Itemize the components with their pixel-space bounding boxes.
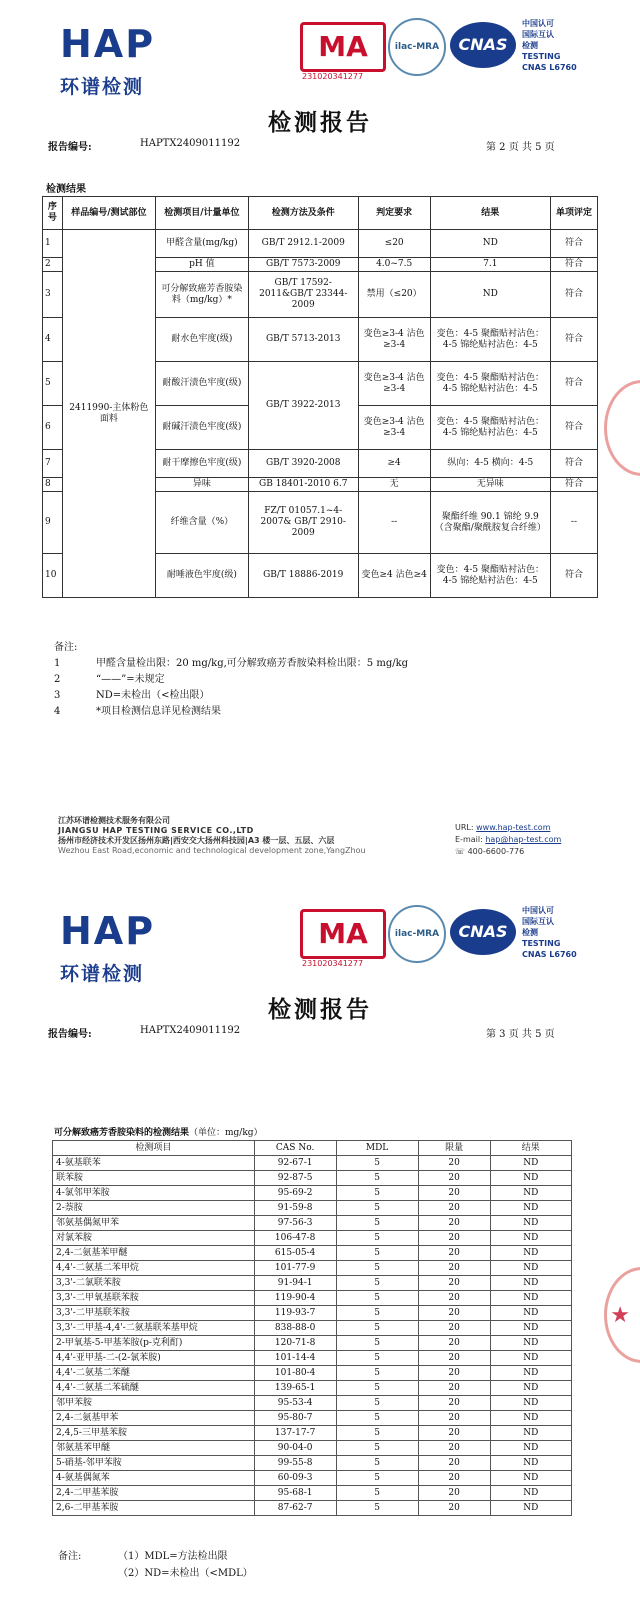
cell-mdl: 5 [336,1246,418,1261]
cell-result: ND [490,1501,571,1516]
cell-limit: 20 [418,1321,490,1336]
table-row [53,1381,572,1396]
cell-item: 3,3'-二甲氧基联苯胺 [53,1291,255,1306]
col-mdl: MDL [336,1141,418,1156]
cnas-line: 中国认可 [522,19,554,28]
cell-item: 2-萘胺 [53,1201,255,1216]
cell-mdl: 5 [336,1351,418,1366]
cell: 6 [43,406,63,450]
report-no-label: 报告编号: [48,142,92,153]
cell-cas: 101-77-9 [254,1261,336,1276]
amine-title-text: 可分解致癌芳香胺染料的检测结果 [54,1128,190,1138]
note-item [54,656,409,672]
col-method: 检测方法及条件 [248,197,358,230]
notes-block [54,640,409,720]
cell-item: 4-氨基偶氮苯 [53,1471,255,1486]
cell: 4 [43,318,63,362]
cell-limit: 20 [418,1486,490,1501]
cell: 符合 [550,272,597,318]
table-header-row [43,197,598,230]
cell: 符合 [550,230,597,258]
cell-mdl: 5 [336,1501,418,1516]
cell: 符合 [550,406,597,450]
cell-limit: 20 [418,1426,490,1441]
cell-mdl: 5 [336,1486,418,1501]
cell-cas: 95-69-2 [254,1186,336,1201]
cell-result: ND [490,1381,571,1396]
cell-cas: 139-65-1 [254,1381,336,1396]
cnas-accreditation-text [522,905,577,960]
table-row [53,1186,572,1201]
cell: 9 [43,492,63,554]
cell-limit: 20 [418,1396,490,1411]
table-row [53,1216,572,1231]
table-row [53,1366,572,1381]
cnas-line: 检测 [522,41,538,50]
cell: ≥4 [358,450,430,478]
table-row [53,1156,572,1171]
cell-mdl: 5 [336,1156,418,1171]
cell-mdl: 5 [336,1291,418,1306]
table-row [53,1426,572,1441]
cell-limit: 20 [418,1366,490,1381]
email-link[interactable]: hap@hap-test.com [485,835,562,844]
cell: GB/T 5713-2013 [248,318,358,362]
note-item [54,672,165,688]
cell: 符合 [550,258,597,272]
cell-limit: 20 [418,1186,490,1201]
notes-title: 备注: [54,642,78,653]
cell: 符合 [550,450,597,478]
cell: 变色≥4 沾色≥4 [358,554,430,598]
cell-limit: 20 [418,1216,490,1231]
cell: 纵向：4-5 横向：4-5 [430,450,550,478]
cell-mdl: 5 [336,1186,418,1201]
cnas-icon: CNAS [450,909,516,955]
certification-marks [300,18,630,88]
ilac-mra-icon: ilac-MRA [388,905,446,963]
cell-cas: 92-87-5 [254,1171,336,1186]
cell-item: 3,3'-二甲基联苯胺 [53,1306,255,1321]
table-row [53,1306,572,1321]
cell: 5 [43,362,63,406]
note-number: 4 [54,706,61,717]
cell-item: 邻甲苯胺 [53,1396,255,1411]
table-row [53,1441,572,1456]
cell: 符合 [550,478,597,492]
cell-limit: 20 [418,1471,490,1486]
cma-number: 231020341277 [302,959,364,968]
cell-cas: 119-93-7 [254,1306,336,1321]
star-stamp-icon: ★ [610,1303,630,1328]
cell: 异味 [155,478,248,492]
cell: GB/T 3922-2013 [248,362,358,450]
cma-mark-icon: MA [300,22,386,72]
cell-mdl: 5 [336,1366,418,1381]
cell-item: 5-硝基-邻甲苯胺 [53,1456,255,1471]
cma-mark-icon: MA [300,909,386,959]
contact-block [455,822,561,858]
cell-mdl: 5 [336,1201,418,1216]
cell-cas: 120-71-8 [254,1336,336,1351]
cell-limit: 20 [418,1441,490,1456]
col-idx: 序号 [43,197,63,230]
notes-title: 备注: [58,1551,82,1562]
page-indicator: 第 2 页 共 5 页 [486,142,555,153]
cell-result: ND [490,1396,571,1411]
cell: ND [430,272,550,318]
cell-item: 联苯胺 [53,1171,255,1186]
note-number: 1 [54,658,61,669]
cell-item: 邻氨基偶氮甲苯 [53,1216,255,1231]
cell-item: 2,4,5-三甲基苯胺 [53,1426,255,1441]
report-no: HAPTX2409011192 [140,1025,241,1036]
report-no-label: 报告编号: [48,1029,92,1040]
cell-cas: 101-80-4 [254,1366,336,1381]
logo-text: HAP [60,22,156,66]
cell: 无异味 [430,478,550,492]
cell: 变色≥3-4 沾色≥3-4 [358,406,430,450]
cnas-line: 国际互认 [522,30,554,39]
cell-item: 2,4-二甲基苯胺 [53,1486,255,1501]
cell: ND [430,230,550,258]
cell-mdl: 5 [336,1441,418,1456]
cell-item: 4,4'-二氨基二苯硫醚 [53,1381,255,1396]
cell-mdl: 5 [336,1261,418,1276]
cell-item: 4,4'-亚甲基-二-(2-氯苯胺) [53,1351,255,1366]
cell: GB 18401-2010 6.7 [248,478,358,492]
note-text: “——”=未规定 [96,674,165,685]
table-header-row [53,1141,572,1156]
cell-cas: 615-05-4 [254,1246,336,1261]
cell: -- [358,492,430,554]
amine-results-table [52,1140,572,1516]
cell-mdl: 5 [336,1336,418,1351]
cell-limit: 20 [418,1246,490,1261]
table-row [53,1471,572,1486]
cell-mdl: 5 [336,1456,418,1471]
results-table [42,196,598,598]
cell: 4.0~7.5 [358,258,430,272]
note-number: 2 [54,674,61,685]
cell-item: 邻氨基苯甲醚 [53,1441,255,1456]
cell-result: ND [490,1486,571,1501]
cell-limit: 20 [418,1291,490,1306]
cell: 8 [43,478,63,492]
cell-result: ND [490,1456,571,1471]
cell-cas: 92-67-1 [254,1156,336,1171]
logo-text: HAP [60,909,156,953]
cell-item: 2-甲氧基-5-甲基苯胺(p-克利酊) [53,1336,255,1351]
section-title: 检测结果 [46,184,86,195]
cnas-line: CNAS L6760 [522,63,577,72]
cell: 变色：4-5 聚酯贴衬沾色：4-5 锦纶贴衬沾色：4-5 [430,406,550,450]
cell: 符合 [550,318,597,362]
cell-cas: 137-17-7 [254,1426,336,1441]
cell-cas: 101-14-4 [254,1351,336,1366]
cell: 7.1 [430,258,550,272]
cnas-line: 检测 [522,928,538,937]
cell: 耐唾液色牢度(级) [155,554,248,598]
table-row [53,1351,572,1366]
cell-mdl: 5 [336,1216,418,1231]
cell-limit: 20 [418,1201,490,1216]
phone-icon: ☏ [455,847,466,856]
cell-item: 4-氯邻甲苯胺 [53,1186,255,1201]
cell-item: 2,4-二氨基苯甲醚 [53,1246,255,1261]
cma-number: 231020341277 [302,72,364,81]
note-text: ND=未检出（<检出限） [96,690,210,701]
cell-result: ND [490,1426,571,1441]
ilac-mra-icon: ilac-MRA [388,18,446,76]
phone-number: 400-6600-776 [467,847,525,856]
cell: 耐酸汗渍色牢度(级) [155,362,248,406]
email-label: E-mail: [455,835,483,844]
cell: -- [550,492,597,554]
cell: ≤20 [358,230,430,258]
cell-cas: 97-56-3 [254,1216,336,1231]
cell-limit: 20 [418,1276,490,1291]
address-en: Wezhou East Road,economic and technological development zone,YangZhou [58,846,366,855]
cnas-line: TESTING [522,52,561,61]
note-item [54,688,210,704]
cell-limit: 20 [418,1351,490,1366]
col-verdict: 单项评定 [550,197,597,230]
cell-limit: 20 [418,1156,490,1171]
cell-item: 4-氨基联苯 [53,1156,255,1171]
cell-result: ND [490,1216,571,1231]
cell: 甲醛含量(mg/kg) [155,230,248,258]
cnas-line: 国际互认 [522,917,554,926]
note-text: 甲醛含量检出限：20 mg/kg,可分解致癌芳香胺染料检出限：5 mg/kg [96,658,409,669]
note-text: *项目检测信息详见检测结果 [96,706,221,717]
cell-mdl: 5 [336,1426,418,1441]
cell-result: ND [490,1171,571,1186]
sample-cell: 2411990-主体粉色面料 [62,230,155,598]
table-row [53,1246,572,1261]
table-row [43,230,598,258]
table-row [53,1261,572,1276]
cell-result: ND [490,1351,571,1366]
cell: GB/T 2912.1-2009 [248,230,358,258]
cell-limit: 20 [418,1381,490,1396]
cell-item: 3,3'-二氯联苯胺 [53,1276,255,1291]
page-indicator: 第 3 页 共 5 页 [486,1029,555,1040]
cell: 10 [43,554,63,598]
col-item: 检测项目 [53,1141,255,1156]
cell-cas: 95-53-4 [254,1396,336,1411]
cell-cas: 99-55-8 [254,1456,336,1471]
cell: 变色≥3-4 沾色≥3-4 [358,318,430,362]
cell: GB/T 3920-2008 [248,450,358,478]
table-row [53,1456,572,1471]
cell-limit: 20 [418,1456,490,1471]
cnas-icon: CNAS [450,22,516,68]
col-result: 结果 [430,197,550,230]
website-link[interactable]: www.hap-test.com [476,823,551,832]
cell-cas: 91-94-1 [254,1276,336,1291]
cell: 符合 [550,554,597,598]
cell: 纤维含量（%） [155,492,248,554]
company-name-cn: 江苏环谱检测技术服务有限公司 [58,816,170,825]
cell-item: 3,3'-二甲基-4,4'-二氨基联苯基甲烷 [53,1321,255,1336]
cell-result: ND [490,1321,571,1336]
hap-logo [60,22,156,112]
cell-result: ND [490,1276,571,1291]
cell-result: ND [490,1336,571,1351]
cell: pH 值 [155,258,248,272]
cell-result: ND [490,1471,571,1486]
cell-cas: 106-47-8 [254,1231,336,1246]
logo-cn-text: 环谱检测 [60,76,145,98]
table-row [53,1486,572,1501]
table-row [53,1276,572,1291]
cell-mdl: 5 [336,1411,418,1426]
cell-cas: 91-59-8 [254,1201,336,1216]
address-cn: 扬州市经济技术开发区扬州东路|西安交大扬州科技园|A3 楼一层、五层、六层 [58,836,335,845]
col-item: 检测项目/计量单位 [155,197,248,230]
amine-unit: （单位：mg/kg） [189,1128,263,1138]
table-row [53,1231,572,1246]
cnas-line: CNAS L6760 [522,950,577,959]
seal-stamp-icon [604,380,640,476]
cell-cas: 838-88-0 [254,1321,336,1336]
col-result: 结果 [490,1141,571,1156]
page-title: 检测报告 [268,109,372,136]
page-title: 检测报告 [268,996,372,1023]
table-row [53,1201,572,1216]
hap-logo [60,909,156,999]
cell-cas: 95-80-7 [254,1411,336,1426]
cell-result: ND [490,1366,571,1381]
cell: 7 [43,450,63,478]
cell-cas: 90-04-0 [254,1441,336,1456]
cell: GB/T 7573-2009 [248,258,358,272]
cell-mdl: 5 [336,1171,418,1186]
cell-item: 4,4'-二氨基二苯甲烷 [53,1261,255,1276]
col-sample: 样品编号/测试部位 [62,197,155,230]
cell-result: ND [490,1201,571,1216]
cell-result: ND [490,1411,571,1426]
cell-mdl: 5 [336,1396,418,1411]
table-row [53,1396,572,1411]
certification-marks [300,905,630,975]
table-row [53,1171,572,1186]
cell-result: ND [490,1246,571,1261]
cell-result: ND [490,1291,571,1306]
cell-limit: 20 [418,1336,490,1351]
cell-item: 2,6-二甲基苯胺 [53,1501,255,1516]
cell: 聚酯纤维 90.1 锦纶 9.9 （含聚酯/聚酰胺复合纤维） [430,492,550,554]
cell-limit: 20 [418,1306,490,1321]
cell-limit: 20 [418,1261,490,1276]
cell-mdl: 5 [336,1321,418,1336]
cell: 1 [43,230,63,258]
cnas-line: TESTING [522,939,561,948]
cell: 3 [43,272,63,318]
col-requirement: 判定要求 [358,197,430,230]
cell-result: ND [490,1231,571,1246]
cell: 禁用（≤20） [358,272,430,318]
note-text: （1）MDL=方法检出限 [118,1551,228,1562]
cell: 耐碱汗渍色牢度(级) [155,406,248,450]
cell-mdl: 5 [336,1471,418,1486]
cell-mdl: 5 [336,1306,418,1321]
cell: 变色：4-5 聚酯贴衬沾色：4-5 锦纶贴衬沾色：4-5 [430,318,550,362]
note-text: （2）ND=未检出（<MDL） [118,1568,253,1579]
cell-limit: 20 [418,1231,490,1246]
amine-section-title [54,1125,263,1138]
notes-block-2 [58,1548,253,1582]
cell: 变色：4-5 聚酯贴衬沾色：4-5 锦纶贴衬沾色：4-5 [430,362,550,406]
cell-limit: 20 [418,1171,490,1186]
cell-result: ND [490,1441,571,1456]
cell-item: 2,4-二氨基甲苯 [53,1411,255,1426]
cell-result: ND [490,1186,571,1201]
note-item [54,704,221,720]
cell: 耐干摩擦色牢度(级) [155,450,248,478]
cnas-accreditation-text [522,18,577,73]
table-row [53,1501,572,1516]
cell-item: 4,4'-二氨基二苯醚 [53,1366,255,1381]
cell: FZ/T 01057.1~4-2007& GB/T 2910-2009 [248,492,358,554]
col-cas: CAS No. [254,1141,336,1156]
cell-cas: 95-68-1 [254,1486,336,1501]
table-row [53,1411,572,1426]
cell-cas: 119-90-4 [254,1291,336,1306]
cell-limit: 20 [418,1501,490,1516]
cell: 无 [358,478,430,492]
report-no: HAPTX2409011192 [140,138,241,149]
cell: 变色≥3-4 沾色≥3-4 [358,362,430,406]
col-limit: 限量 [418,1141,490,1156]
cell: 2 [43,258,63,272]
cell-cas: 87-62-7 [254,1501,336,1516]
note-number: 3 [54,690,61,701]
cell-limit: 20 [418,1411,490,1426]
url-label: URL: [455,823,474,832]
cell-result: ND [490,1156,571,1171]
cell-result: ND [490,1261,571,1276]
table-row [53,1336,572,1351]
table-row [53,1291,572,1306]
cell-mdl: 5 [336,1231,418,1246]
table-row [53,1321,572,1336]
cell-cas: 60-09-3 [254,1471,336,1486]
cell-mdl: 5 [336,1276,418,1291]
cell-result: ND [490,1306,571,1321]
cell: 可分解致癌芳香胺染料（mg/kg）* [155,272,248,318]
cell-item: 对氯苯胺 [53,1231,255,1246]
cell: 耐水色牢度(级) [155,318,248,362]
cnas-line: 中国认可 [522,906,554,915]
logo-cn-text: 环谱检测 [60,963,145,985]
cell-mdl: 5 [336,1381,418,1396]
cell: GB/T 17592-2011&GB/T 23344-2009 [248,272,358,318]
company-name-en: JIANGSU HAP TESTING SERVICE CO.,LTD [58,826,254,835]
cell: 变色：4-5 聚酯贴衬沾色：4-5 锦纶贴衬沾色：4-5 [430,554,550,598]
cell: GB/T 18886-2019 [248,554,358,598]
cell: 符合 [550,362,597,406]
